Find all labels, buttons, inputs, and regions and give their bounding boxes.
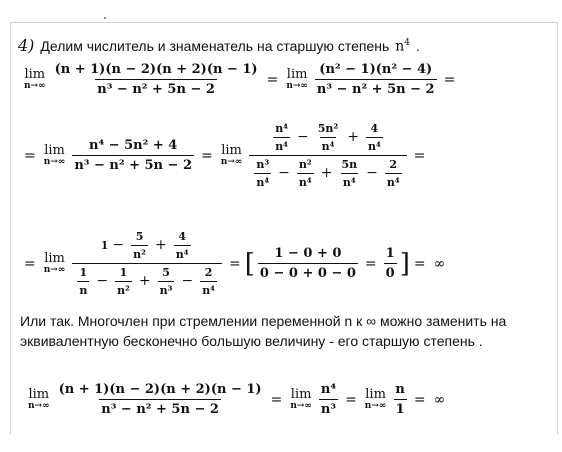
equation-row-3: = lim n→∞ 1 − $\frac{5}{\text{n²}}$ + $\frac{4}{\text{n⁴}}$ $\frac{1}{n}$ − $\frac{1}{\text{n²}}$ + $\frac{5}{\text{n³}}$ − $\frac{2}{\text{n⁴}}$ = [ $\frac{1 - 0 + 0}{0 - 0 + 0 - 0}$ = $\frac{1}{0}$ ] = ∞ (24, 230, 446, 297)
fraction: $\frac{n}{1}$ (395, 382, 405, 417)
fraction: $\frac{\text{n⁴ − 5n² + 4}}{\text{n³ − n² + 5n − 2}}$ (74, 138, 192, 173)
limit-operator: lim n→∞ (286, 67, 308, 91)
equation-row-2: = lim n→∞ $\frac{\text{n⁴ − 5n² + 4}}{\text{n³ − n² + 5n − 2}}$ = lim n→∞ $\frac{\text{n⁴}}{\text{n⁴}}$ − $\frac{\text{5n²}}{\text{n⁴}}$ + $\frac{4}{\text{n⁴}}$ $\frac{\text{n³}}{\text{n⁴}}$ − $\frac{\text{n²}}{\text{n⁴}}$ + $\frac{5n}{\text{n⁴}}$ − $\frac{2}{\text{n⁴}}$ = (24, 122, 426, 189)
compound-fraction: 1 − $\frac{5}{\text{n²}}$ + $\frac{4}{\text{n⁴}}$ $\frac{1}{n}$ − $\frac{1}{\text{n²}}$ + $\frac{5}{\text{n³}}$ − $\frac{2}{\text{n⁴}}$ (72, 230, 222, 297)
limit-operator: lim n→∞ (24, 67, 46, 91)
equation-row-4: lim n→∞ $\frac{(n + 1)(n - 2)(n + 2)(n - 1)}{\text{n³ − n² + 5n − 2}}$ = lim n→∞ $\frac{\text{n⁴}}{\text{n³}}$ = lim n→∞ $\frac{n}{1}$ = ∞ (28, 382, 446, 417)
explanation-text: Или так. Многочлен при стремлении переменной n к ∞ можно заменить на эквивалентную бесконечно большую величину - его старшую степень . (20, 313, 507, 349)
limit-operator: lim n→∞ (290, 387, 312, 411)
fraction: $\frac{(n + 1)(n - 2)(n + 2)(n - 1)}{\text{n³ − n² + 5n − 2}}$ (54, 62, 258, 97)
limit-operator: lim n→∞ (43, 251, 66, 275)
fraction: $\frac{\text{(n² − 1)(n² − 4)}}{\text{n³ − n² + 5n − 2}}$ (316, 62, 435, 97)
speck (104, 17, 106, 19)
fraction: $\frac{1}{0}$ (385, 246, 395, 281)
compound-fraction: $\frac{\text{n⁴}}{\text{n⁴}}$ − $\frac{\text{5n²}}{\text{n⁴}}$ + $\frac{4}{\text{n⁴}}$ $\frac{\text{n³}}{\text{n⁴}}$ − $\frac{\text{n²}}{\text{n⁴}}$ + $\frac{5n}{\text{n⁴}}$ − $\frac{2}{\text{n⁴}}$ (249, 122, 406, 189)
step-variable: $n^4$ (395, 38, 411, 55)
limit-operator: lim n→∞ (28, 387, 50, 411)
step-number: 4) (18, 36, 35, 55)
fraction: $\frac{(n + 1)(n - 2)(n + 2)(n - 1)}{\text{n³ − n² + 5n − 2}}$ (58, 382, 262, 417)
step-text: Делим числитель и знаменатель на старшую степень (40, 38, 390, 54)
equation-row-1: lim n→∞ $\frac{(n + 1)(n - 2)(n + 2)(n - 1)}{\text{n³ − n² + 5n − 2}}$ = lim n→∞ $\frac{\text{(n² − 1)(n² − 4)}}{\text{n³ − n² + 5n − 2}}$ = (24, 62, 456, 97)
fraction: $\frac{1 - 0 + 0}{0 - 0 + 0 - 0}$ (259, 246, 356, 281)
limit-operator: lim n→∞ (220, 143, 243, 167)
step-heading: 4) Делим числитель и знаменатель на старшую степень $n^4$ . (18, 36, 420, 55)
fraction: $\frac{\text{n⁴}}{\text{n³}}$ (320, 382, 337, 417)
limit-operator: lim n→∞ (364, 387, 387, 411)
limit-operator: lim n→∞ (43, 143, 66, 167)
